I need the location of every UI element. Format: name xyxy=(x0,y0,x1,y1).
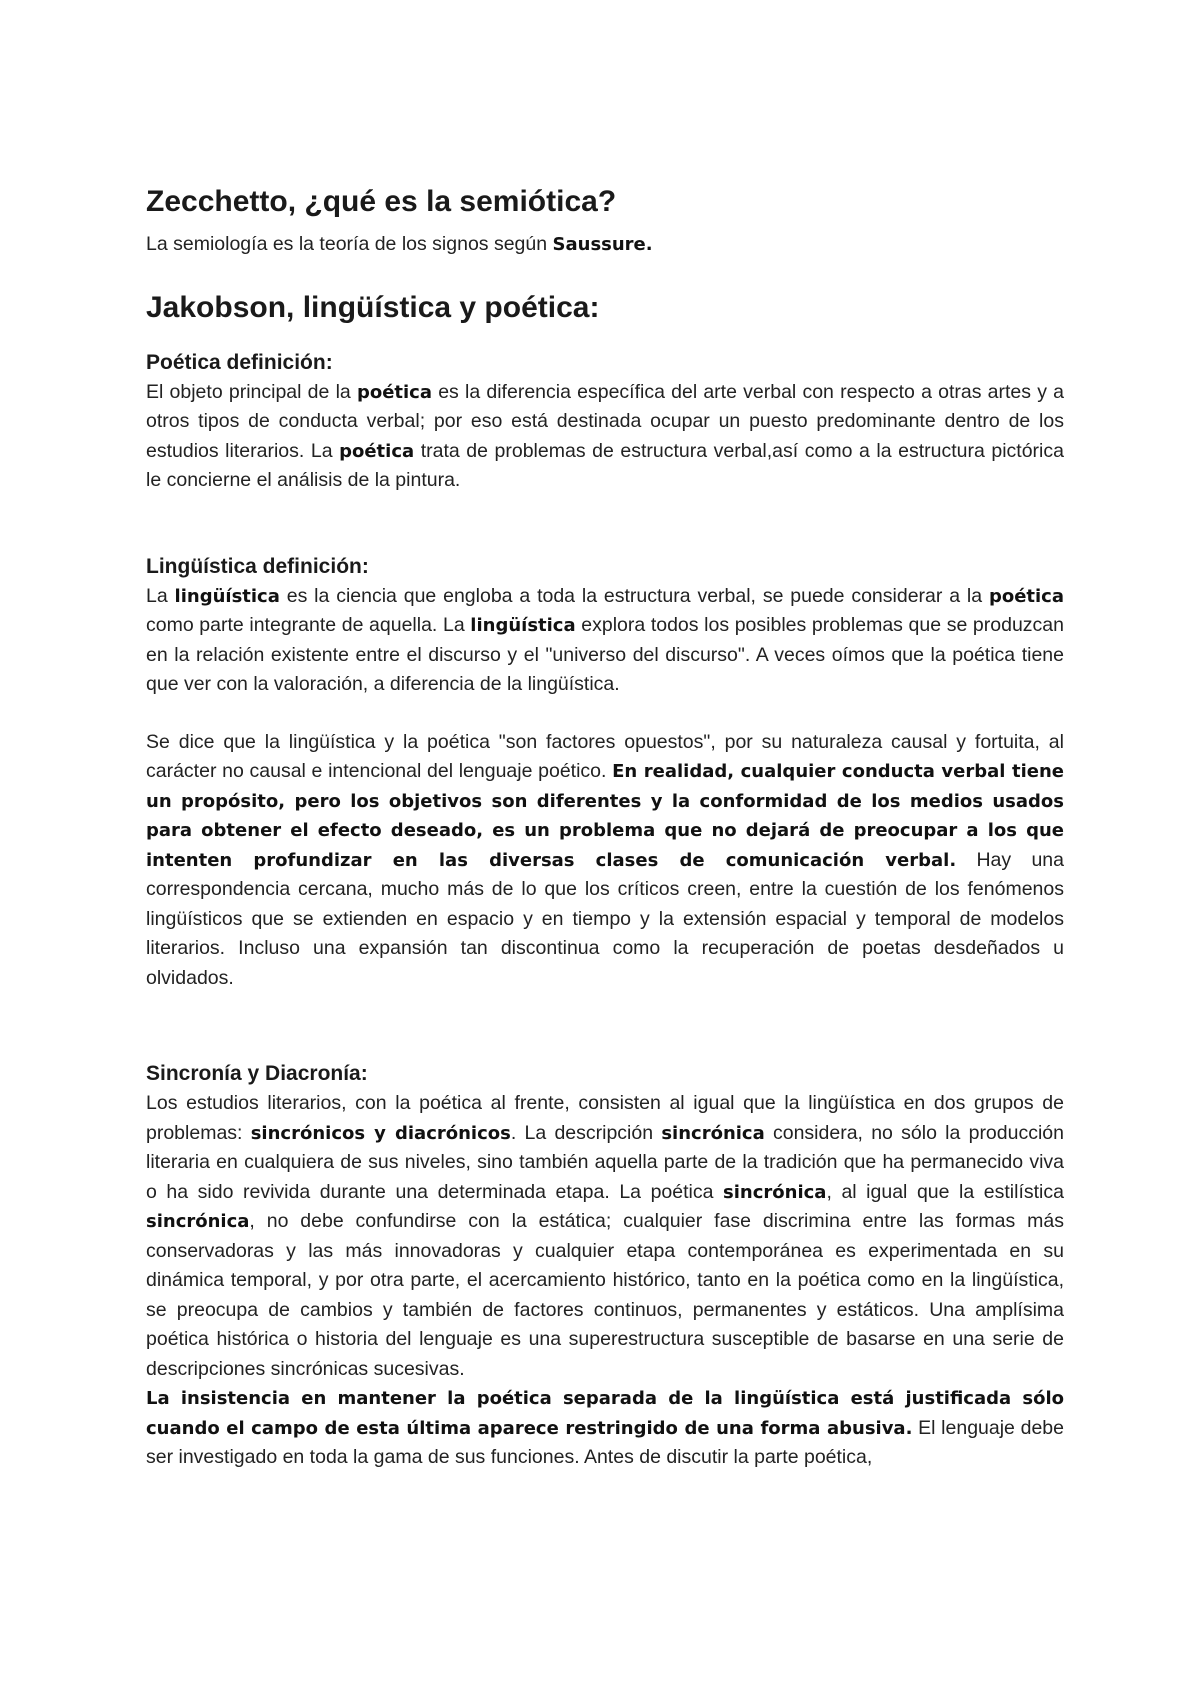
bold-run: En realidad, cualquier conducta verbal tiene un propósito, pero los objetivos son diferentes y la conformidad de los medios usados para obtener el efecto deseado, es un problema que no dejará de preocupar a los que intenten profundizar en las diversas clases de comunicación verbal. xyxy=(146,761,1064,871)
text-run: La semiología es la teoría de los signos según xyxy=(146,233,553,255)
linguistica-heading: Lingüística definición: xyxy=(146,554,369,578)
sincronia-heading: Sincronía y Diacronía: xyxy=(146,1062,368,1085)
sincronia-paragraph-2 xyxy=(146,1384,1064,1473)
text-run: , no debe confundirse con la estática; cualquier fase discrimina entre las formas más conservadoras y las más innovadoras y cualquier etapa contemporánea es experimentada en su dinámica temporal, y por otra parte, el acercamiento histórico, tanto en la poética como en la lingüística, se preocupa de cambios y también de factores continuos, permanentes y estáticos. Una amplísima poética histórica o historia del lenguaje es una superestructura susceptible de basarse en una serie de descripciones sincrónicas sucesivas. xyxy=(146,1210,1064,1380)
bold-run: sincrónicos y diacrónicos xyxy=(250,1122,511,1144)
spacer xyxy=(146,993,1064,1059)
text-run: trata de problemas de estructura verbal,así como a la estructura pictórica le concierne el análisis de la pintura. xyxy=(146,439,1064,491)
text-run: El lenguaje debe ser investigado en toda la gama de sus funciones. Antes de discutir la parte poética, xyxy=(146,1416,1064,1468)
intro-paragraph xyxy=(146,230,1064,260)
bold-run: sincrónica xyxy=(723,1181,827,1203)
text-run: , al igual que la estilística xyxy=(826,1180,1064,1203)
bold-run: Saussure. xyxy=(552,234,653,255)
document-page xyxy=(146,180,1064,1473)
bold-run: sincrónica xyxy=(661,1122,765,1144)
text-run: considera, no sólo la producción literaria en cualquiera de sus niveles, sino también aquella parte de la tradición que ha permanecido viva o ha sido revivida durante una determinada etapa. La poética xyxy=(146,1121,1064,1203)
sincronia-paragraph-1 xyxy=(146,1089,1064,1384)
linguistica-paragraph-1 xyxy=(146,582,1064,700)
text-run: . La descripción xyxy=(510,1121,662,1144)
text-run: Hay una correspondencia cercana, mucho más de lo que los críticos creen, entre la cuestión de los fenómenos lingüísticos que se extienden en espacio y en tiempo y la extensión espacial y temporal de modelos literarios. Incluso una expansión tan discontinua como la recuperación de poetas desdeñados u olvidados. xyxy=(146,848,1064,989)
bold-run: lingüística xyxy=(174,585,280,607)
text-run: Se dice que la lingüística y la poética "son factores opuestos", por su naturaleza causal y fortuita, al carácter no causal e intencional del lenguaje poético. xyxy=(146,730,1064,782)
poetica-paragraph xyxy=(146,378,1064,496)
text-run: explora todos los posibles problemas que se produzcan en la relación existente entre el discurso y el "universo del discurso". A veces oímos que la poética tiene que ver con la valoración, a diferencia de la lingüística. xyxy=(146,614,1064,695)
text-run: La xyxy=(146,584,175,607)
section-title: Jakobson, lingüística y poética: xyxy=(146,290,600,324)
text-run: El objeto principal de la xyxy=(146,380,357,403)
document-title: Zecchetto, ¿qué es la semiótica? xyxy=(146,185,617,218)
bold-run: lingüística xyxy=(470,615,576,636)
text-run: es la ciencia que engloba a toda la estructura verbal, se puede considerar a la xyxy=(279,584,989,607)
poetica-heading: Poética definición: xyxy=(146,350,333,374)
text-run: como parte integrante de aquella. La xyxy=(146,614,471,636)
text-run: Los estudios literarios, con la poética al frente, consisten al igual que la lingüística en dos grupos de problemas: xyxy=(146,1092,1064,1144)
bold-run: La insistencia en mantener la poética separada de la lingüística está justificada sólo cuando el campo de esta última aparece restringido de una forma abusiva. xyxy=(146,1388,1064,1439)
spacer xyxy=(146,700,1064,728)
bold-run: sincrónica xyxy=(146,1211,250,1232)
linguistica-paragraph-2 xyxy=(146,728,1064,994)
bold-run: poética xyxy=(339,440,415,462)
bold-run: poética xyxy=(356,381,433,403)
spacer xyxy=(146,496,1064,552)
bold-run: poética xyxy=(988,585,1065,607)
text-run: es la diferencia específica del arte verbal con respecto a otras artes y a otros tipos de conducta verbal; por eso está destinada ocupar un puesto predominante dentro de los estudios literarios. La xyxy=(146,380,1065,462)
